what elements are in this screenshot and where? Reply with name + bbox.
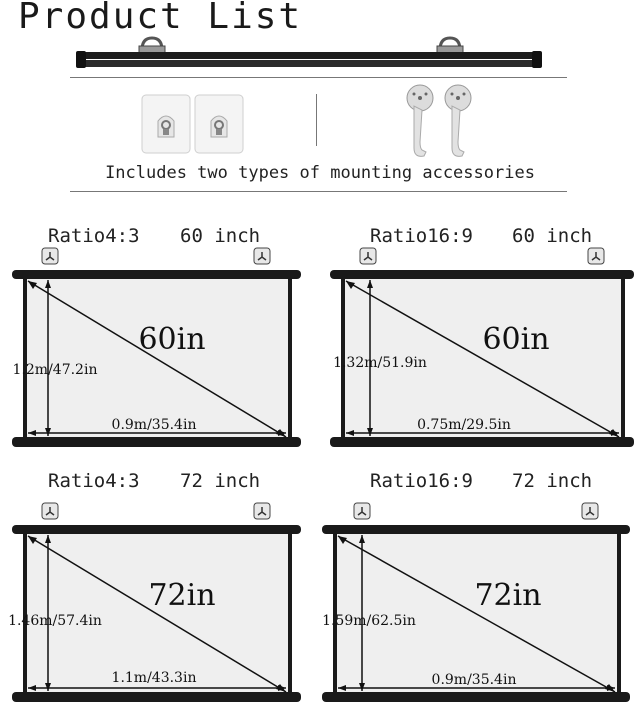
height-dimension: 1.32m/51.9in [333,355,427,371]
panel-size-label: 72 inch [512,470,593,492]
screen-size-label: 72in [148,578,216,613]
adhesive-hook-icon [140,93,246,155]
screen-size-label: 72in [474,578,542,613]
hook-clip-icon [588,248,604,264]
width-dimension: 0.75m/29.5in [417,417,511,433]
panel-ratio-label: Ratio16:9 [370,225,473,247]
panel-size-label: 60 inch [512,225,593,247]
hook-clip-icon [254,503,270,519]
screen-size-label: 60in [482,322,550,357]
wall-hook-icon [400,82,482,162]
hook-clip-icon [254,248,270,264]
hook-clip-icon [582,503,598,519]
panel-ratio-label: Ratio4:3 [48,470,140,492]
projector-screen-diagram [320,501,632,709]
hook-clip-icon [360,248,376,264]
hook-clip-icon [42,248,58,264]
panel-size-label: 60 inch [180,225,261,247]
projector-screen-diagram [10,246,305,454]
page-title: Product List [18,0,303,37]
panel-ratio-label: Ratio16:9 [370,470,473,492]
hook-clip-icon [354,503,370,519]
divider-bottom [70,191,567,192]
height-dimension: 1.46m/57.4in [8,613,102,629]
panel-size-label: 72 inch [180,470,261,492]
width-dimension: 0.9m/35.4in [431,672,517,688]
projector-screen-diagram [10,501,305,709]
accessories-caption: Includes two types of mounting accessories [105,163,535,183]
height-dimension: 1.2m/47.2in [12,362,98,378]
accessory-separator [316,94,317,146]
width-dimension: 0.9m/35.4in [111,417,197,433]
screen-size-label: 60in [138,322,206,357]
projector-screen-diagram [328,246,636,454]
width-dimension: 1.1m/43.3in [111,670,197,686]
projector-rod-icon [76,34,542,74]
height-dimension: 1.59m/62.5in [322,613,416,629]
hook-clip-icon [42,503,58,519]
divider-top [70,77,567,78]
panel-ratio-label: Ratio4:3 [48,225,140,247]
